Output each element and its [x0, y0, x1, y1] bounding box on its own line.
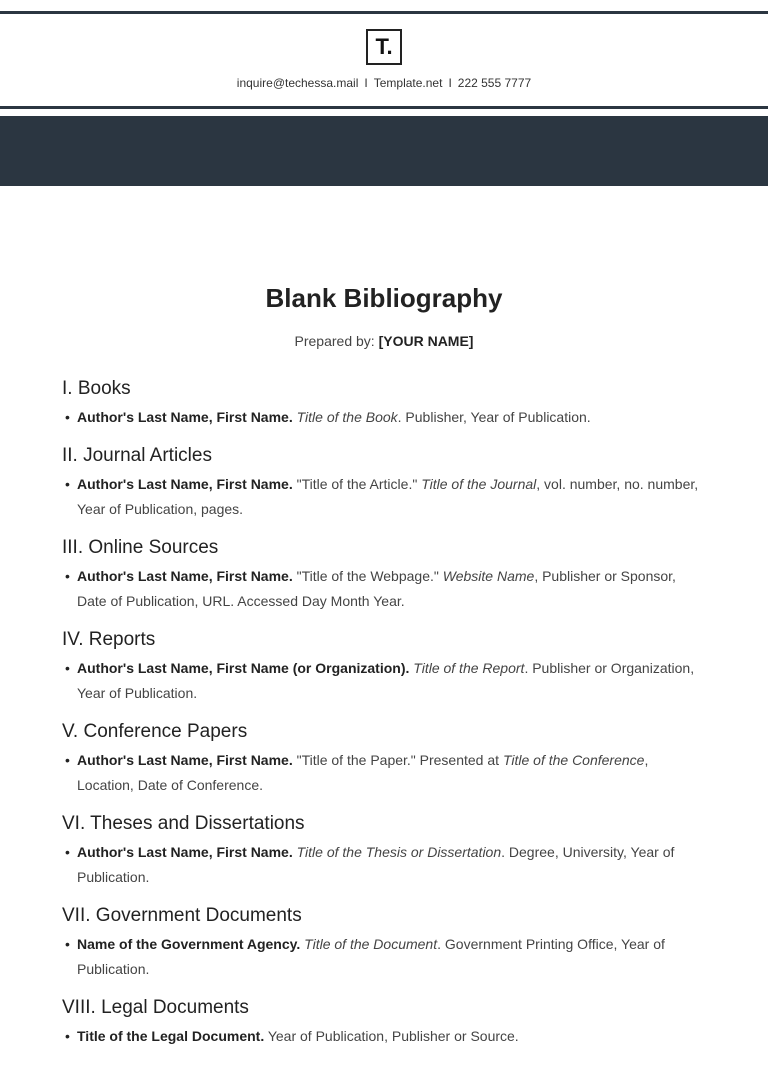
citation-author: Author's Last Name, First Name. [77, 476, 293, 492]
citation-title: Title of the Report [413, 660, 525, 676]
citation-text [77, 1024, 702, 1049]
section-heading: VIII. Legal Documents [62, 997, 249, 1018]
bullet-icon: • [65, 476, 70, 492]
citation-text [77, 405, 702, 430]
contact-phone: 222 555 7777 [457, 76, 532, 90]
citation-details: , vol. number, no. number, Year of Publication, pages. [77, 476, 699, 517]
citation-author: Author's Last Name, First Name. [77, 568, 293, 584]
bullet-icon: • [65, 844, 70, 860]
section-heading: III. Online Sources [62, 537, 219, 558]
citation-title: Title of the Document [304, 936, 438, 952]
citation-details: . Government Printing Office, Year of Publication. [77, 936, 665, 977]
section-heading: VII. Government Documents [62, 905, 302, 926]
bibliography-section [62, 444, 702, 522]
citation-author: Name of the Government Agency. [77, 936, 301, 952]
citation-title: Title of the Book [296, 409, 398, 425]
section-heading: II. Journal Articles [62, 445, 212, 466]
contact-line [0, 76, 768, 90]
bibliography-section [62, 904, 702, 982]
section-heading: I. Books [62, 378, 131, 399]
header-band [0, 116, 768, 186]
bullet-icon: • [65, 660, 70, 676]
section-heading: IV. Reports [62, 629, 156, 650]
contact-website: Template.net [373, 76, 443, 90]
citation-title: Title of the Journal [421, 476, 537, 492]
citation-details: . Degree, University, Year of Publication. [77, 844, 675, 885]
section-heading: VI. Theses and Dissertations [62, 813, 305, 834]
bullet-icon: • [65, 752, 70, 768]
citation-part: "Title of the Article." [296, 476, 418, 492]
citation-details: . Publisher, Year of Publication. [397, 409, 591, 425]
citation-text [77, 564, 702, 614]
citation-entry [62, 840, 702, 890]
header-rule [0, 106, 768, 109]
contact-separator: I [448, 76, 452, 90]
citation-text [77, 472, 702, 522]
citation-text [77, 932, 702, 982]
bibliography-sections [62, 377, 702, 1063]
bibliography-section [62, 812, 702, 890]
citation-entry [62, 564, 702, 614]
contact-separator: I [364, 76, 368, 90]
contact-email: inquire@techessa.mail [236, 76, 359, 90]
citation-author: Author's Last Name, First Name. [77, 844, 293, 860]
bibliography-section [62, 536, 702, 614]
citation-title: Title of the Thesis or Dissertation [296, 844, 502, 860]
citation-text [77, 656, 702, 706]
bullet-icon: • [65, 568, 70, 584]
bibliography-section [62, 720, 702, 798]
citation-text [77, 840, 702, 890]
citation-part: "Title of the Paper." Presented at [296, 752, 500, 768]
citation-author: Author's Last Name, First Name. [77, 752, 293, 768]
citation-author: Title of the Legal Document. [77, 1028, 265, 1044]
citation-entry [62, 748, 702, 798]
bibliography-section [62, 377, 702, 430]
document-title: Blank Bibliography [265, 283, 503, 313]
prepared-by [0, 333, 768, 349]
prepared-label: Prepared by: [294, 333, 375, 349]
section-heading: V. Conference Papers [62, 721, 248, 742]
citation-text [77, 748, 702, 798]
citation-title: Title of the Conference [502, 752, 645, 768]
citation-author: Author's Last Name, First Name (or Organization). [77, 660, 410, 676]
citation-entry [62, 1024, 702, 1049]
citation-details: , Location, Date of Conference. [77, 752, 649, 793]
citation-entry [62, 932, 702, 982]
citation-part: "Title of the Webpage." [296, 568, 439, 584]
company-logo: T. [366, 29, 402, 65]
prepared-name: [YOUR NAME] [378, 333, 474, 349]
citation-entry [62, 405, 702, 430]
bullet-icon: • [65, 936, 70, 952]
bibliography-section [62, 628, 702, 706]
bullet-icon: • [65, 1028, 70, 1044]
citation-details: , Publisher or Sponsor, Date of Publication, URL. Accessed Day Month Year. [77, 568, 676, 609]
citation-details: Year of Publication, Publisher or Source. [267, 1028, 519, 1044]
citation-entry [62, 656, 702, 706]
citation-title: Website Name [442, 568, 535, 584]
citation-entry [62, 472, 702, 522]
letterhead [0, 14, 768, 106]
citation-details: . Publisher or Organization, Year of Publication. [77, 660, 695, 701]
citation-author: Author's Last Name, First Name. [77, 409, 293, 425]
bullet-icon: • [65, 409, 70, 425]
bibliography-section [62, 996, 702, 1049]
